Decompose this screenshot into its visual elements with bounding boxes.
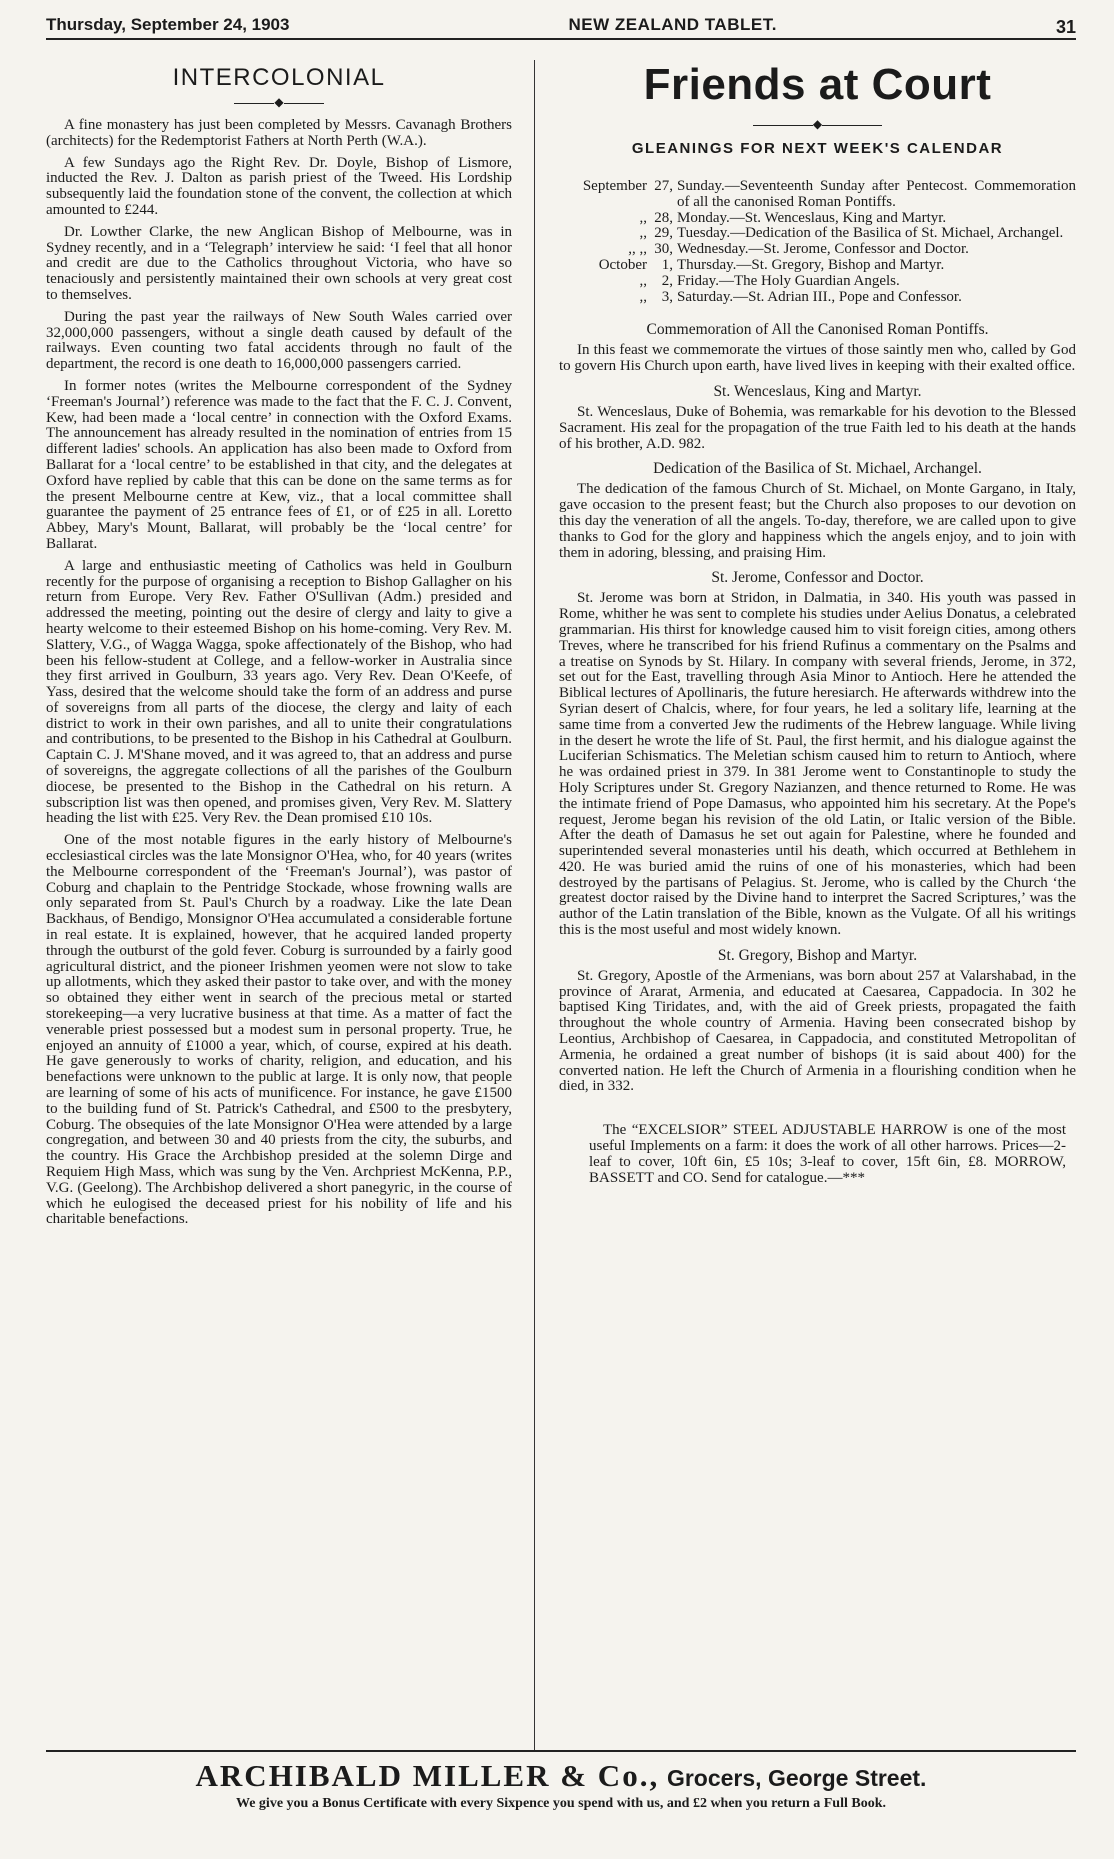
- calendar-subtitle: GLEANINGS FOR NEXT WEEK'S CALENDAR: [631, 140, 1004, 157]
- calendar-row: [559, 242, 1076, 258]
- intercolonial-paragraphs: [46, 118, 512, 1228]
- intercolonial-paragraph: In former notes (writes the Melbourne correspondent of the Sydney ‘Freeman's Journal’) reference was made to the fact that the F. C. J. Convent, Kew, had been made a ‘local centre’ in connection with the Oxford Exams. The announcement has already resulted in the nomination of entries from 15 different ladies' schools. An application has also been made to Oxford from Ballarat for a ‘local centre’ to be established in that city, and the delegates at Oxford have replied by cable that this can be done on the same terms as for the present Melbourne centre at Kew, viz., that a local committee shall guarantee the payment of 25 entrance fees of £1, or of £25 in all. Loretto Abbey, Mary's Mount, Ballarat, will probably be the ‘local centre’ for Ballarat.: [46, 377, 512, 552]
- calendar-row: [559, 226, 1076, 242]
- calendar-entry: Thursday.—St. Gregory, Bishop and Martyr.: [677, 256, 945, 273]
- calendar-month: ,,: [639, 288, 647, 305]
- footer-advertisement: [46, 1758, 1076, 1794]
- feast-heading: St. Jerome, Confessor and Doctor.: [711, 569, 924, 587]
- friends-at-court-title: Friends at Court: [643, 60, 992, 109]
- calendar-day: 30,: [654, 241, 673, 258]
- intercolonial-paragraph: During the past year the railways of New South Wales carried over 32,000,000 passengers, without a single death caused by default of the railways. Even counting two fatal accidents through no fault of the department, the record is one death to 16,000,000 passengers carried.: [46, 308, 512, 373]
- calendar-row: [559, 274, 1076, 290]
- calendar-day: 29,: [654, 225, 673, 242]
- calendar-day: 2,: [661, 272, 673, 289]
- column-divider: [534, 60, 535, 1750]
- calendar-row: [559, 179, 1076, 211]
- intercolonial-column: [46, 60, 524, 1750]
- calendar-month: September: [582, 178, 647, 194]
- calendar-day: 3,: [661, 288, 673, 305]
- friends-at-court-column: [545, 60, 1076, 1750]
- footer-bonus-note: We give you a Bonus Certificate with every Sixpence you spend with us, and £2 when you return a Full Book.: [235, 1796, 886, 1811]
- body-columns: [46, 60, 1076, 1750]
- calendar-entry: Saturday.—St. Adrian III., Pope and Confessor.: [677, 288, 962, 305]
- diamond-ornament-icon: ◆: [274, 95, 284, 109]
- calendar-entry: Sunday.—Seventeenth Sunday after Pentecost. Commemoration of all the canonised Roman Pontiffs.: [677, 178, 1076, 210]
- advertiser-name: ARCHIBALD MILLER & Co.,: [195, 1758, 660, 1793]
- calendar-month: October: [598, 256, 647, 273]
- feast-paragraph: The dedication of the famous Church of St. Michael, on Monte Gargano, in Italy, gave occasion to the present feast; but the Church also proposes to our devotion on this day the veneration of all the angels. To-day, therefore, we are called upon to give thanks to God for the glory and happiness which the angels enjoy, and to join with them in adoring, blessing, and praising Him.: [559, 481, 1076, 561]
- intercolonial-paragraph: A large and enthusiastic meeting of Catholics was held in Goulburn recently for the purpose of organising a reception to Bishop Gallagher on his return from Europe. Very Rev. Father O'Sullivan (Adm.) presided and addressed the meeting, pointing out the desire of clergy and laity to give a hearty welcome to their esteemed Bishop on his home-coming. Very Rev. M. Slattery, V.G., of Wagga Wagga, spoke affectionately of the Bishop, who had been his fellow-student at College, and a fellow-worker in Australia since they first arrived in Goulburn, 33 years ago. Very Rev. Dean O'Keefe, of Yass, desired that the welcome should take the form of an address and purse of sovereigns from all parts of the diocese, the clergy and laity of each district to work in their own parishes, and all to unite their congratulations and contributions, to be presented to the Bishop in his Cathedral at Goulburn. Captain C. J. M'Shane moved, and it was agreed to, that an address and purse of sovereigns, the aggregate collections of all the parishes of the Goulburn diocese, be presented to the Bishop in the Cathedral on his return. A subscription list was then opened, and promises given, Very Rev. M. Slattery heading the list with £25. Very Rev. the Dean promised £10 10s.: [46, 557, 512, 827]
- running-header: [46, 0, 1076, 40]
- section-ornament: [559, 118, 1076, 130]
- calendar-table: [559, 179, 1076, 305]
- publication-title: NEW ZEALAND TABLET.: [568, 15, 777, 34]
- feast-paragraph: St. Jerome was born at Stridon, in Dalmatia, in 340. His youth was passed in Rome, whither he was sent to complete his studies under Aelius Donatus, a celebrated grammarian. His thirst for knowledge caused him to visit foreign cities, among others Treves, where he transcribed for his friend Rufinus a commentary on the Psalms and a treatise on Synods by St. Hilary. In company with several friends, Jerome, in 372, set out for the East, travelling through Asia Minor to Antioch. Here he attended the Biblical lectures of Apollinaris, the future heresiarch. He afterwards withdrew into the Syrian desert of Chalcis, where, for four years, he led a solitary life, learning at the same time from a converted Jew the rudiments of the Hebrew language. While living in the desert he wrote the life of St. Paul, the first hermit, and his dialogue against the Luciferian Schismatics. The Meletian schism caused him to return to Antioch, where he was ordained priest in 379. In 381 Jerome went to Constantinople to study the Holy Scriptures under St. Gregory Nazianzen, and thence returned to Rome. He was the intimate friend of Pope Damasus, who appointed him his secretary. At the Pope's request, Jerome began his revision of the old Latin, or Italic version of the Bible. After the death of Damasus he set out again for Palestine, where he founded and superintended several monasteries until his death, which occurred at Bethlehem in 420. He was buried amid the ruins of one of his monasteries, which had been destroyed by the partisans of Pelagius. St. Jerome, who is called by the Church ‘the greatest doctor raised by the Divine hand to interpret the Sacred Scriptures,’ was the author of the Latin translation of the Bible, known as the Vulgate. Of all his writings this is the most useful and most widely known.: [559, 590, 1076, 939]
- feast-heading: St. Wenceslaus, King and Martyr.: [713, 382, 922, 400]
- diamond-ornament-icon: ◆: [812, 117, 823, 131]
- calendar-day: 28,: [654, 209, 673, 226]
- issue-date: Thursday, September 24, 1903: [46, 15, 290, 34]
- calendar-month: ,,: [639, 272, 647, 289]
- feast-notes: [559, 321, 1076, 1095]
- intercolonial-paragraph: Dr. Lowther Clarke, the new Anglican Bishop of Melbourne, was in Sydney recently, and in a ‘Telegraph’ interview he said: ‘I feel that all honor and credit are due to the Catholics throughout Victoria, who have so tenaciously and persistently maintained their own schools at very great cost to themselves.: [46, 223, 512, 303]
- feast-heading: Commemoration of All the Canonised Roman Pontiffs.: [646, 321, 989, 339]
- calendar-day: 1,: [661, 256, 673, 273]
- intercolonial-paragraph: A fine monastery has just been completed by Messrs. Cavanagh Brothers (architects) for the Redemptorist Fathers at North Perth (W.A.).: [46, 117, 512, 149]
- calendar-row: [559, 258, 1076, 274]
- calendar-entry: Tuesday.—Dedication of the Basilica of St. Michael, Archangel.: [677, 225, 1064, 242]
- feast-paragraph: St. Wenceslaus, Duke of Bohemia, was remarkable for his devotion to the Blessed Sacrament. His zeal for the propagation of the true Faith led to his death at the hands of his brother, A.D. 982.: [559, 403, 1076, 452]
- calendar-row: [559, 211, 1076, 227]
- calendar-entry: Monday.—St. Wenceslaus, King and Martyr.: [677, 209, 947, 226]
- section-ornament: [46, 96, 512, 108]
- intercolonial-title: INTERCOLONIAL: [172, 64, 386, 91]
- advertiser-trade: Grocers, George Street.: [666, 1765, 927, 1791]
- calendar-day: 27,: [654, 178, 673, 194]
- feast-paragraph: St. Gregory, Apostle of the Armenians, was born about 257 at Valarshabad, in the province of Ararat, Armenia, and educated at Caesarea, Cappadocia. In 302 he baptised King Tiridates, and, with the aid of Greek priests, propagated the faith throughout the whole country of Armenia. Having been consecrated bishop by Leontius, Archbishop of Caesarea, in Cappadocia, and constituted Metropolitan of Armenia, he ordained a great number of bishops (it is said about 400) for the converted nation. He left the Church of Armenia in a flourishing condition when he died, in 332.: [559, 967, 1076, 1095]
- calendar-entry: Friday.—The Holy Guardian Angels.: [677, 272, 900, 289]
- feast-paragraph: In this feast we commemorate the virtues of those saintly men who, called by God to govern His Church upon earth, have lived lives in keeping with their exalted office.: [559, 342, 1076, 375]
- feast-heading: St. Gregory, Bishop and Martyr.: [717, 946, 918, 964]
- footer-rule: [46, 1750, 1076, 1752]
- feast-heading: Dedication of the Basilica of St. Michael, Archangel.: [653, 460, 982, 478]
- intercolonial-paragraph: One of the most notable figures in the early history of Melbourne's ecclesiastical circles was the late Monsignor O'Hea, who, for 40 years (writes the Melbourne correspondent of the ‘Freeman's Journal’), was pastor of Coburg and chaplain to the Pentridge Stockade, whose frowning walls are only separated from St. Paul's Church by a roadway. Like the late Dean Backhaus, of Bendigo, Monsignor O'Hea accumulated a considerable fortune in real estate. It is explained, however, that he acquired landed property through the outburst of the gold fever. Coburg is surrounded by a fairly good agricultural district, and the pioneer Irishmen yeomen were not slow to take up allotments, which they asked their pastor to take over, and with the money so obtained they either went in search of the precious metal or started storekeeping—a very lucrative business at that time. As a matter of fact the venerable priest possessed but a modest sum in personal property. True, he enjoyed an annuity of £1000 a year, which, of course, expired at his death. He gave generously to works of charity, religion, and education, and his benefactions were unknown to the public at large. It is only now, that people are learning of some of his acts of munificence. For instance, he gave £1500 to the building fund of St. Patrick's Cathedral, and £500 to the presbytery, Coburg. The obsequies of the late Monsignor O'Hea were attended by a large congregation, and between 30 and 40 priests from the city, the suburbs, and the country. His Grace the Archbishop presided at the solemn Dirge and Requiem High Mass, which was sung by the Ven. Archpriest McKenna, P.P., V.G. (Geelong). The Archbishop delivered a short panegyric, in the course of which he eulogised the deceased priest for his nobility of life and his charitable benefactions.: [46, 832, 512, 1228]
- calendar-month: ,,: [639, 209, 647, 226]
- intercolonial-paragraph: A few Sundays ago the Right Rev. Dr. Doyle, Bishop of Lismore, inducted the Rev. J. Dalton as parish priest of the Tweed. His Lordship subsequently laid the foundation stone of the convent, the collection at which amounted to £244.: [46, 154, 512, 218]
- calendar-row: [559, 290, 1076, 306]
- calendar-month: ,,: [639, 225, 647, 242]
- calendar-entry: Wednesday.—St. Jerome, Confessor and Doctor.: [677, 241, 969, 258]
- harrow-advertisement: The “EXCELSIOR” STEEL ADJUSTABLE HARROW is one of the most useful Implements on a farm: it does the work of all other harrows. Prices—2-leaf to cover, 10ft 6in, £5 10s; 3-leaf to cover, 15ft 6in, £8. MORROW, BASSETT and CO. Send for catalogue.—***: [589, 1122, 1066, 1186]
- calendar-month: ,, ,,: [628, 241, 647, 258]
- page-number: 31: [1055, 17, 1076, 37]
